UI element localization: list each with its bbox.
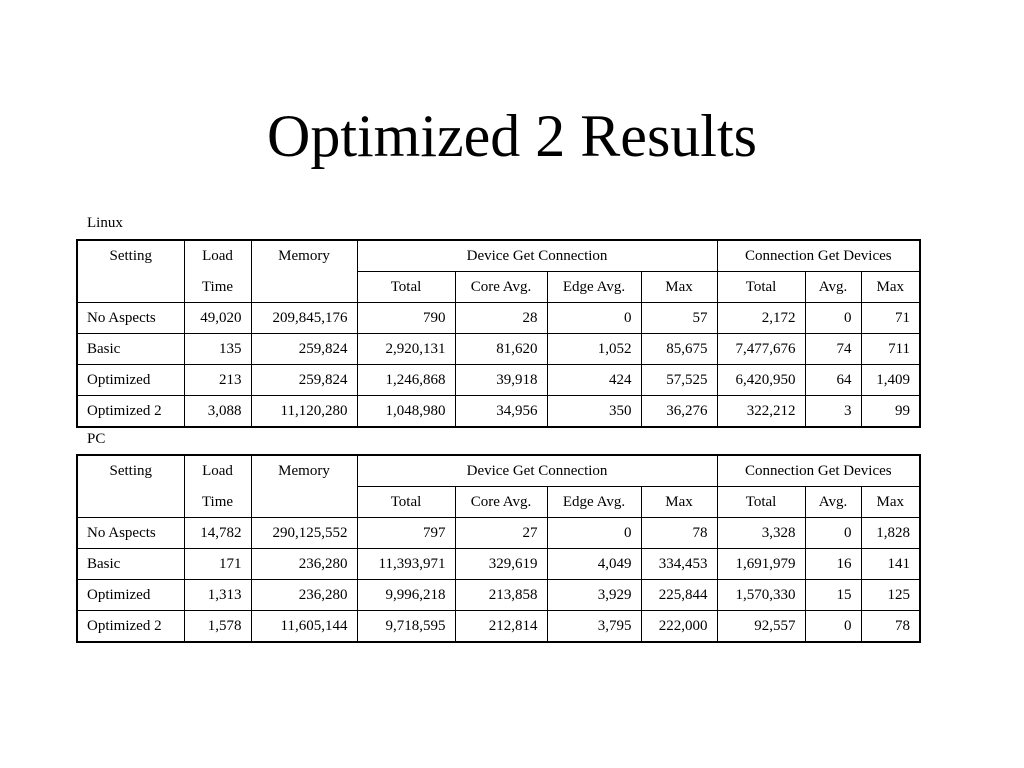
cell-edge-avg: 350 bbox=[547, 396, 641, 428]
cell-load-time: 14,782 bbox=[184, 518, 251, 549]
cell-cgd-avg: 0 bbox=[805, 611, 861, 643]
cell-edge-avg: 424 bbox=[547, 365, 641, 396]
cell-dgc-max: 36,276 bbox=[641, 396, 717, 428]
cell-cgd-avg: 0 bbox=[805, 303, 861, 334]
cell-load-time: 135 bbox=[184, 334, 251, 365]
col-dgc-max-header: Max bbox=[641, 487, 717, 518]
cell-cgd-avg: 3 bbox=[805, 396, 861, 428]
cell-dgc-total: 2,920,131 bbox=[357, 334, 455, 365]
cell-setting: Optimized 2 bbox=[77, 611, 184, 643]
col-dgc-total-header: Total bbox=[357, 487, 455, 518]
cell-cgd-total: 1,570,330 bbox=[717, 580, 805, 611]
cell-load-time: 171 bbox=[184, 549, 251, 580]
cell-dgc-max: 57 bbox=[641, 303, 717, 334]
cell-memory: 236,280 bbox=[251, 580, 357, 611]
col-cgd-total-header: Total bbox=[717, 487, 805, 518]
cell-memory: 290,125,552 bbox=[251, 518, 357, 549]
linux-table-label: Linux bbox=[87, 215, 123, 231]
col-setting-header: Setting bbox=[77, 455, 184, 487]
col-cgd-avg-header: Avg. bbox=[805, 272, 861, 303]
cell-cgd-max: 125 bbox=[861, 580, 920, 611]
col-load-header: Load bbox=[184, 240, 251, 272]
cell-dgc-max: 78 bbox=[641, 518, 717, 549]
col-device-get-connection-header: Device Get Connection bbox=[357, 240, 717, 272]
col-dgc-max-header: Max bbox=[641, 272, 717, 303]
table-row bbox=[77, 611, 920, 643]
cell-setting: Optimized 2 bbox=[77, 396, 184, 428]
cell-edge-avg: 0 bbox=[547, 518, 641, 549]
cell-setting: Optimized bbox=[77, 580, 184, 611]
cell-cgd-max: 141 bbox=[861, 549, 920, 580]
col-memory-header: Memory bbox=[251, 240, 357, 272]
col-setting-header-blank bbox=[77, 272, 184, 303]
cell-edge-avg: 3,795 bbox=[547, 611, 641, 643]
cell-cgd-max: 99 bbox=[861, 396, 920, 428]
cell-core-avg: 28 bbox=[455, 303, 547, 334]
cell-setting: Basic bbox=[77, 334, 184, 365]
col-edge-avg-header: Edge Avg. bbox=[547, 487, 641, 518]
col-load-header: Load bbox=[184, 455, 251, 487]
cell-dgc-max: 225,844 bbox=[641, 580, 717, 611]
cell-dgc-total: 1,048,980 bbox=[357, 396, 455, 428]
cell-edge-avg: 0 bbox=[547, 303, 641, 334]
cell-cgd-max: 78 bbox=[861, 611, 920, 643]
cell-cgd-max: 711 bbox=[861, 334, 920, 365]
cell-cgd-max: 71 bbox=[861, 303, 920, 334]
cell-cgd-avg: 64 bbox=[805, 365, 861, 396]
cell-cgd-avg: 0 bbox=[805, 518, 861, 549]
cell-core-avg: 213,858 bbox=[455, 580, 547, 611]
col-cgd-total-header: Total bbox=[717, 272, 805, 303]
table-row bbox=[77, 303, 920, 334]
col-memory-header-blank bbox=[251, 487, 357, 518]
cell-dgc-max: 334,453 bbox=[641, 549, 717, 580]
cell-memory: 11,120,280 bbox=[251, 396, 357, 428]
col-core-avg-header: Core Avg. bbox=[455, 272, 547, 303]
cell-memory: 259,824 bbox=[251, 334, 357, 365]
cell-core-avg: 34,956 bbox=[455, 396, 547, 428]
cell-load-time: 49,020 bbox=[184, 303, 251, 334]
cell-cgd-avg: 16 bbox=[805, 549, 861, 580]
cell-load-time: 213 bbox=[184, 365, 251, 396]
cell-dgc-total: 790 bbox=[357, 303, 455, 334]
cell-cgd-max: 1,828 bbox=[861, 518, 920, 549]
col-dgc-total-header: Total bbox=[357, 272, 455, 303]
cell-load-time: 1,578 bbox=[184, 611, 251, 643]
cell-dgc-max: 57,525 bbox=[641, 365, 717, 396]
cell-core-avg: 212,814 bbox=[455, 611, 547, 643]
cell-memory: 11,605,144 bbox=[251, 611, 357, 643]
cell-setting: No Aspects bbox=[77, 303, 184, 334]
cell-cgd-total: 322,212 bbox=[717, 396, 805, 428]
col-cgd-max-header: Max bbox=[861, 272, 920, 303]
col-core-avg-header: Core Avg. bbox=[455, 487, 547, 518]
col-memory-header-blank bbox=[251, 272, 357, 303]
table-row bbox=[77, 549, 920, 580]
cell-core-avg: 81,620 bbox=[455, 334, 547, 365]
cell-core-avg: 39,918 bbox=[455, 365, 547, 396]
col-load-header-time: Time bbox=[184, 272, 251, 303]
col-cgd-max-header: Max bbox=[861, 487, 920, 518]
cell-cgd-total: 92,557 bbox=[717, 611, 805, 643]
cell-edge-avg: 4,049 bbox=[547, 549, 641, 580]
cell-dgc-max: 222,000 bbox=[641, 611, 717, 643]
table-row bbox=[77, 580, 920, 611]
cell-edge-avg: 3,929 bbox=[547, 580, 641, 611]
col-device-get-connection-header: Device Get Connection bbox=[357, 455, 717, 487]
cell-cgd-total: 7,477,676 bbox=[717, 334, 805, 365]
cell-dgc-total: 9,996,218 bbox=[357, 580, 455, 611]
col-cgd-avg-header: Avg. bbox=[805, 487, 861, 518]
col-load-header-time: Time bbox=[184, 487, 251, 518]
cell-cgd-max: 1,409 bbox=[861, 365, 920, 396]
cell-core-avg: 329,619 bbox=[455, 549, 547, 580]
cell-dgc-total: 1,246,868 bbox=[357, 365, 455, 396]
cell-load-time: 1,313 bbox=[184, 580, 251, 611]
col-setting-header-blank bbox=[77, 487, 184, 518]
cell-cgd-avg: 15 bbox=[805, 580, 861, 611]
cell-memory: 209,845,176 bbox=[251, 303, 357, 334]
table-row bbox=[77, 365, 920, 396]
cell-cgd-total: 3,328 bbox=[717, 518, 805, 549]
cell-dgc-total: 9,718,595 bbox=[357, 611, 455, 643]
cell-dgc-total: 11,393,971 bbox=[357, 549, 455, 580]
table-row bbox=[77, 518, 920, 549]
col-setting-header: Setting bbox=[77, 240, 184, 272]
table-row bbox=[77, 396, 920, 428]
col-edge-avg-header: Edge Avg. bbox=[547, 272, 641, 303]
cell-memory: 259,824 bbox=[251, 365, 357, 396]
cell-edge-avg: 1,052 bbox=[547, 334, 641, 365]
linux-results-table bbox=[76, 239, 921, 428]
table-row bbox=[77, 334, 920, 365]
cell-dgc-total: 797 bbox=[357, 518, 455, 549]
col-memory-header: Memory bbox=[251, 455, 357, 487]
slide-title: Optimized 2 Results bbox=[267, 103, 757, 169]
cell-cgd-avg: 74 bbox=[805, 334, 861, 365]
cell-cgd-total: 2,172 bbox=[717, 303, 805, 334]
cell-dgc-max: 85,675 bbox=[641, 334, 717, 365]
col-connection-get-devices-header: Connection Get Devices bbox=[717, 455, 920, 487]
col-connection-get-devices-header: Connection Get Devices bbox=[717, 240, 920, 272]
cell-setting: No Aspects bbox=[77, 518, 184, 549]
cell-load-time: 3,088 bbox=[184, 396, 251, 428]
cell-setting: Optimized bbox=[77, 365, 184, 396]
cell-cgd-total: 1,691,979 bbox=[717, 549, 805, 580]
cell-core-avg: 27 bbox=[455, 518, 547, 549]
cell-cgd-total: 6,420,950 bbox=[717, 365, 805, 396]
pc-results-table bbox=[76, 454, 921, 643]
pc-table-label: PC bbox=[87, 431, 106, 447]
cell-setting: Basic bbox=[77, 549, 184, 580]
cell-memory: 236,280 bbox=[251, 549, 357, 580]
